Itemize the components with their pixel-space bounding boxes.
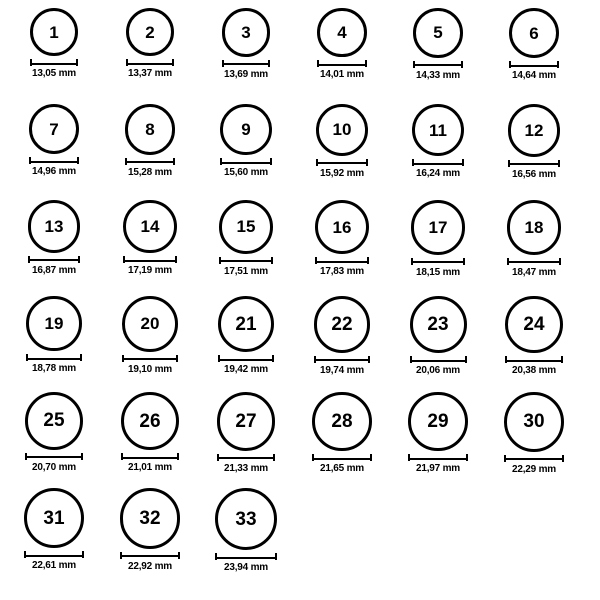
ring-size-cell[interactable] (390, 392, 486, 474)
dimension-bar-icon (508, 160, 561, 167)
ring-row (6, 8, 594, 104)
ring-circle (30, 8, 78, 56)
ring-diameter-measure (314, 356, 371, 376)
ring-row (6, 200, 594, 296)
ring-size-cell[interactable] (390, 104, 486, 179)
ring-size-number: 20 (140, 314, 160, 334)
dimension-bar-icon (122, 355, 178, 362)
ring-diameter-label: 17,19 mm (128, 265, 172, 277)
ring-size-number: 10 (332, 120, 352, 140)
ring-diameter-measure (125, 158, 176, 178)
ring-circle (215, 488, 277, 550)
ring-size-cell[interactable] (198, 104, 294, 178)
ring-size-cell[interactable] (486, 104, 582, 180)
ring-diameter-label: 20,38 mm (511, 365, 556, 377)
ring-diameter-measure (410, 356, 467, 376)
ring-size-cell[interactable] (198, 8, 294, 80)
dimension-bar-icon (26, 354, 81, 361)
ring-circle (125, 104, 176, 155)
ring-circle (316, 104, 368, 156)
dimension-bar-icon (120, 552, 181, 559)
ring-circle (126, 8, 174, 56)
ring-size-cell[interactable] (6, 488, 102, 571)
ring-diameter-label: 16,56 mm (512, 168, 556, 180)
ring-size-cell[interactable] (390, 296, 486, 376)
ring-size-cell[interactable] (102, 8, 198, 79)
dimension-bar-icon (504, 455, 564, 462)
ring-diameter-label: 16,24 mm (416, 168, 460, 180)
dimension-bar-icon (126, 59, 174, 66)
ring-diameter-label: 17,83 mm (319, 266, 364, 278)
ring-size-number: 16 (332, 217, 352, 237)
dimension-bar-icon (317, 60, 366, 67)
ring-size-cell[interactable] (198, 488, 294, 573)
ring-size-number: 27 (235, 410, 257, 432)
ring-diameter-measure (509, 61, 559, 81)
ring-size-cell[interactable] (294, 104, 390, 179)
ring-diameter-measure (122, 355, 178, 375)
ring-diameter-label: 18,78 mm (31, 363, 76, 375)
ring-size-number: 12 (524, 120, 544, 140)
ring-diameter-measure (29, 157, 79, 177)
ring-size-number: 2 (145, 22, 155, 42)
ring-size-cell[interactable] (6, 392, 102, 473)
dimension-bar-icon (412, 159, 464, 166)
ring-size-number: 25 (43, 410, 65, 432)
ring-diameter-label: 23,94 mm (224, 562, 268, 573)
ring-diameter-label: 19,10 mm (127, 363, 172, 375)
ring-size-cell[interactable] (390, 200, 486, 278)
ring-diameter-label: 15,92 mm (320, 167, 364, 179)
ring-row (6, 488, 594, 584)
ring-size-cell[interactable] (486, 8, 582, 81)
ring-diameter-label: 13,05 mm (32, 68, 76, 79)
ring-diameter-measure (411, 258, 466, 278)
dimension-bar-icon (507, 258, 562, 265)
dimension-bar-icon (30, 59, 78, 66)
ring-row (6, 392, 594, 488)
ring-size-cell[interactable] (6, 296, 102, 374)
dimension-bar-icon (316, 159, 368, 166)
ring-diameter-measure (28, 256, 81, 276)
ring-circle (411, 200, 466, 255)
ring-circle (220, 104, 271, 155)
ring-circle (121, 392, 179, 450)
ring-diameter-measure (126, 59, 174, 79)
ring-diameter-label: 14,33 mm (415, 69, 460, 81)
ring-diameter-label: 22,61 mm (32, 560, 76, 572)
dimension-bar-icon (123, 256, 176, 263)
ring-diameter-measure (505, 356, 562, 376)
ring-diameter-measure (120, 552, 181, 572)
ring-size-cell[interactable] (6, 104, 102, 177)
ring-size-cell[interactable] (294, 392, 390, 474)
ring-diameter-measure (215, 553, 277, 573)
ring-circle (317, 8, 366, 57)
ring-circle (219, 200, 273, 254)
dimension-bar-icon (217, 454, 276, 461)
ring-diameter-measure (26, 354, 81, 374)
ring-diameter-measure (408, 454, 467, 474)
ring-diameter-label: 20,06 mm (416, 365, 460, 376)
dimension-bar-icon (121, 453, 179, 460)
ring-diameter-label: 15,28 mm (127, 166, 172, 178)
ring-size-cell[interactable] (102, 488, 198, 572)
dimension-bar-icon (222, 60, 271, 67)
ring-size-cell[interactable] (102, 200, 198, 276)
ring-diameter-measure (412, 159, 464, 179)
ring-size-number: 4 (337, 23, 347, 43)
ring-diameter-measure (413, 61, 463, 81)
dimension-bar-icon (29, 157, 79, 164)
ring-diameter-measure (317, 60, 366, 80)
ring-diameter-measure (220, 158, 271, 178)
ring-row (6, 296, 594, 392)
dimension-bar-icon (408, 454, 467, 461)
ring-diameter-measure (121, 453, 179, 473)
ring-diameter-label: 20,70 mm (31, 461, 76, 473)
ring-diameter-label: 15,60 mm (223, 167, 268, 179)
ring-size-number: 5 (433, 23, 443, 43)
ring-size-number: 6 (529, 23, 539, 43)
ring-diameter-measure (504, 455, 564, 475)
ring-diameter-measure (30, 59, 78, 79)
ring-size-number: 3 (241, 22, 251, 42)
dimension-bar-icon (315, 257, 369, 264)
ring-diameter-label: 16,87 mm (32, 264, 76, 276)
ring-size-cell[interactable] (6, 200, 102, 276)
dimension-bar-icon (218, 355, 274, 362)
dimension-bar-icon (219, 257, 273, 264)
ring-size-number: 22 (331, 313, 353, 335)
ring-diameter-measure (25, 453, 83, 473)
ring-diameter-label: 19,74 mm (320, 364, 364, 376)
ring-size-cell[interactable] (294, 200, 390, 277)
ring-circle (120, 488, 181, 549)
ring-circle (222, 8, 271, 57)
ring-diameter-label: 21,65 mm (319, 463, 364, 475)
ring-size-cell[interactable] (486, 392, 582, 475)
ring-size-number: 24 (523, 314, 545, 336)
ring-size-cell[interactable] (198, 200, 294, 277)
dimension-bar-icon (312, 454, 371, 461)
ring-diameter-measure (219, 257, 273, 277)
ring-circle (217, 392, 276, 451)
ring-size-cell[interactable] (486, 296, 582, 376)
dimension-bar-icon (125, 158, 176, 165)
ring-diameter-label: 14,64 mm (512, 70, 556, 82)
ring-circle (408, 392, 467, 451)
ring-diameter-label: 18,47 mm (511, 266, 556, 278)
ring-diameter-measure (508, 160, 561, 180)
ring-size-number: 8 (145, 119, 155, 139)
ring-size-number: 30 (523, 411, 545, 433)
ring-diameter-label: 19,42 mm (224, 364, 268, 376)
ring-size-cell[interactable] (6, 8, 102, 79)
ring-circle (314, 296, 371, 353)
ring-circle (315, 200, 369, 254)
ring-size-cell[interactable] (102, 104, 198, 178)
ring-size-number: 14 (140, 217, 160, 237)
ring-diameter-measure (312, 454, 371, 474)
ring-size-number: 1 (49, 22, 59, 42)
ring-size-number: 33 (235, 508, 257, 530)
ring-diameter-measure (507, 258, 562, 278)
ring-diameter-measure (218, 355, 274, 375)
ring-diameter-label: 22,29 mm (512, 463, 556, 475)
dimension-bar-icon (24, 551, 84, 558)
ring-circle (504, 392, 564, 452)
ring-circle (412, 104, 464, 156)
ring-circle (122, 296, 178, 352)
ring-circle (312, 392, 371, 451)
ring-size-cell[interactable] (486, 200, 582, 278)
ring-size-number: 7 (49, 119, 59, 139)
ring-diameter-label: 13,37 mm (128, 68, 172, 80)
dimension-bar-icon (28, 256, 81, 263)
ring-circle (28, 200, 81, 253)
ring-circle (508, 104, 561, 157)
ring-size-number: 19 (44, 314, 64, 334)
dimension-bar-icon (25, 453, 83, 460)
ring-size-number: 21 (235, 313, 257, 335)
ring-diameter-label: 14,96 mm (31, 166, 76, 178)
ring-circle (25, 392, 83, 450)
ring-size-number: 18 (524, 217, 544, 237)
ring-size-cell[interactable] (390, 8, 486, 81)
dimension-bar-icon (215, 553, 277, 560)
ring-circle (413, 8, 463, 58)
dimension-bar-icon (411, 258, 466, 265)
ring-circle (509, 8, 559, 58)
ring-row (6, 104, 594, 200)
ring-diameter-label: 13,69 mm (224, 68, 268, 80)
ring-diameter-label: 18,15 mm (415, 266, 460, 278)
ring-circle (29, 104, 79, 154)
ring-size-cell[interactable] (294, 296, 390, 376)
ring-size-number: 9 (241, 120, 251, 140)
ring-size-number: 11 (429, 120, 447, 140)
dimension-bar-icon (509, 61, 559, 68)
ring-size-number: 13 (44, 216, 64, 236)
ring-diameter-measure (217, 454, 276, 474)
ring-diameter-label: 14,01 mm (320, 69, 364, 81)
ring-circle (218, 296, 274, 352)
ring-diameter-label: 17,51 mm (224, 265, 268, 277)
ring-size-cell[interactable] (102, 392, 198, 473)
dimension-bar-icon (314, 356, 371, 363)
ring-diameter-label: 22,92 mm (128, 560, 172, 572)
ring-diameter-measure (123, 256, 176, 276)
ring-diameter-label: 21,33 mm (223, 462, 268, 474)
ring-diameter-label: 21,01 mm (128, 462, 172, 474)
ring-circle (24, 488, 84, 548)
ring-size-number: 28 (331, 411, 353, 433)
ring-size-cell[interactable] (294, 8, 390, 80)
ring-size-cell[interactable] (198, 296, 294, 375)
ring-circle (26, 296, 81, 351)
dimension-bar-icon (505, 356, 562, 363)
ring-diameter-measure (222, 60, 271, 80)
dimension-bar-icon (220, 158, 271, 165)
ring-size-number: 17 (428, 217, 448, 237)
ring-size-number: 15 (236, 217, 256, 237)
ring-size-number: 23 (427, 314, 449, 335)
ring-size-number: 32 (139, 507, 161, 529)
ring-size-cell[interactable] (102, 296, 198, 375)
ring-diameter-label: 21,97 mm (415, 463, 460, 475)
ring-circle (410, 296, 467, 353)
ring-size-number: 31 (43, 507, 65, 529)
ring-diameter-measure (315, 257, 369, 277)
dimension-bar-icon (413, 61, 463, 68)
ring-diameter-measure (24, 551, 84, 571)
dimension-bar-icon (410, 356, 467, 363)
ring-circle (505, 296, 562, 353)
ring-size-number: 29 (427, 411, 449, 433)
ring-diameter-measure (316, 159, 368, 179)
ring-circle (123, 200, 176, 253)
ring-size-number: 26 (139, 410, 161, 432)
ring-circle (507, 200, 562, 255)
ring-size-cell[interactable] (198, 392, 294, 474)
